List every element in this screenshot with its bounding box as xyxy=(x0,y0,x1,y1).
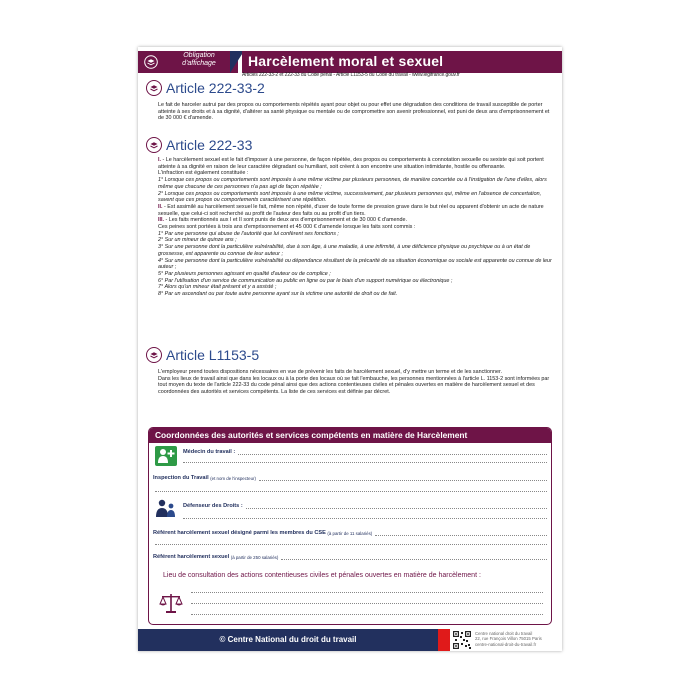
referent-cse-row[interactable]: Référent harcèlement sexuel désigné parmi les membres du CSE (à partir de 11 salariés) xyxy=(153,529,547,536)
article-2-line: 2° Lorsque ces propos ou comportements sont imposés à une même victime, successivement, par plusieurs personnes qui, même en l'absence de concertation, savent que ces propos ou comportements caractérisent une répétition. xyxy=(158,190,542,204)
article-2-line: 5° Par plusieurs personnes agissant en qualité d'auteur ou de complice ; xyxy=(158,270,331,277)
lieu-line-3[interactable] xyxy=(191,613,543,615)
obligation-label: Obligation d'affichage xyxy=(182,52,216,67)
article-2-line: 8° Par un ascendant ou par toute autre personne ayant sur la victime une autorité de droit ou de fait. xyxy=(158,291,398,298)
article-2-line: 1° Par une personne qui abuse de l'autorité que lui confèrent ses fonctions ; xyxy=(158,230,339,237)
header-bar xyxy=(138,51,562,73)
defenseur-line-2[interactable] xyxy=(183,517,547,519)
article-2-line: 3° Sur une personne dont la particulière vulnérabilité, due à son âge, à une maladie, à une infirmité, à une déficience physique ou psychique ou à un état de grossesse, est apparente ou connue de leur auteur ; xyxy=(158,244,531,257)
article-2-line: L'infraction est également constituée : xyxy=(158,170,249,177)
medecin-row[interactable]: Médecin du travail : xyxy=(183,448,547,455)
article-3-title: Article L1153-5 xyxy=(166,347,260,363)
stack-icon xyxy=(144,55,158,69)
stack-icon xyxy=(146,80,162,96)
article-3-text xyxy=(158,369,554,396)
article-2-line: 1° Lorsque ces propos ou comportements sont imposés à une même victime par plusieurs personnes, de manière concertée ou à l'instigation de l'une d'elles, alors même que chacune de ces personnes n'a pas agi de façon répétée ; xyxy=(158,177,547,190)
footer xyxy=(138,629,562,651)
contacts-title: Coordonnées des autorités et services compétents en matière de Harcèlement xyxy=(149,428,552,443)
article-2-line: 7° Alors qu'un mineur était présent et y a assisté ; xyxy=(158,284,277,291)
copyright: © Centre National du droit du travail xyxy=(219,635,357,644)
article-2-line: II. - Est assimilé au harcèlement sexuel le fait, même non répété, d'user de toute forme de pression grave dans le but réel ou apparent d'obtenir un acte de nature sexuelle, que celui-ci soit recherché au profit de l'auteur des faits ou au profit d'un tiers. xyxy=(158,203,544,217)
article-2-text xyxy=(158,157,554,298)
referent-250-row[interactable]: Référent harcèlement sexuel (à partir de 250 salariés) xyxy=(153,553,547,560)
article-1-title: Article 222-33-2 xyxy=(166,80,265,96)
article-2-line: III. - Les faits mentionnés aux I et II sont punis de deux ans d'emprisonnement et de 30 000 € d'amende. xyxy=(158,217,407,224)
poster xyxy=(138,47,562,651)
footer-accent xyxy=(438,629,450,651)
article-2-line: 2° Sur un mineur de quinze ans ; xyxy=(158,237,237,244)
article-2-line: 6° Par l'utilisation d'un service de communication au public en ligne ou par le biais d'un support numérique ou électronique ; xyxy=(158,277,453,284)
article-2-title: Article 222-33 xyxy=(166,137,253,153)
page-title: Harcèlement moral et sexuel xyxy=(248,53,444,69)
article-2-line: Ces peines sont portées à trois ans d'emprisonnement et 45 000 € d'amende lorsque les faits sont commis : xyxy=(158,224,416,231)
lieu-line-2[interactable] xyxy=(191,602,543,604)
article-2-line: 4° Sur une personne dont la particulière vulnérabilité ou dépendance résultant de la précarité de sa situation économique ou sociale est apparente ou connue de leur auteur ; xyxy=(158,257,552,271)
medecin-line-2[interactable] xyxy=(183,461,547,463)
article-3-para: L'employeur prend toutes dispositions nécessaires en vue de prévenir les faits de harcèlement sexuel, d'y mettre un terme et de les sanctionner. xyxy=(158,369,502,375)
stack-icon xyxy=(146,137,162,153)
legal-reference: Articles 222-33-2 et 222-33 du Code pénal - Article L1153-5 du Code du travail - www.legifrance.gouv.fr xyxy=(242,72,460,78)
person-icon xyxy=(155,498,177,518)
footer-address: Centre national droit du travail 22, rue François Villon 75015 Paris centre-national-droit-du-travail.fr xyxy=(475,631,542,647)
inspection-line-2[interactable] xyxy=(155,490,547,492)
inspection-row[interactable]: Inspection du Travail (et nom de l'inspecteur) xyxy=(153,474,547,481)
article-2-heading xyxy=(146,137,252,153)
article-1-text: Le fait de harceler autrui par des propos ou comportements répétés ayant pour objet ou pour effet une dégradation des conditions de travail susceptible de porter atteinte à ses droits et à sa dignité, d'altérer sa santé physique ou mentale ou de compromettre son avenir professionnel, est puni de deux ans d'emprisonnement et de 30 000 € d'amende. xyxy=(158,102,550,122)
article-3-heading xyxy=(146,347,259,363)
doctor-icon xyxy=(155,446,177,466)
scales-icon xyxy=(159,592,183,614)
qr-code-icon[interactable] xyxy=(452,630,472,650)
article-3-para: Dans les lieux de travail ainsi que dans les locaux ou à la porte des locaux où se fait l'embauche, les personnes mentionnées à l'article L. 1153-2 sont informées par tout moyen du texte de l'article 222-33 du code pénal ainsi que des actions contentieuses civiles et pénales ouvertes en matière de harcèlement sexuel et des coordonnées des autorités et services compétents. La liste de ces services est définie par décret. xyxy=(158,375,550,396)
lieu-consultation-label: Lieu de consultation des actions contentieuses civiles et pénales ouvertes en matière de harcèlement : xyxy=(163,572,481,579)
defenseur-row[interactable]: Défenseur des Droits : xyxy=(183,502,547,509)
stack-icon xyxy=(146,347,162,363)
contacts-box xyxy=(148,427,552,625)
lieu-line-1[interactable] xyxy=(191,591,543,593)
article-2-line: I. - Le harcèlement sexuel est le fait d'imposer à une personne, de façon répétée, des propos ou comportements à connotation sexuelle ou sexiste qui soit portent atteinte à sa dignité en raison de leur caractère dégradant ou humiliant, soit créent à son encontre une situation intimidante, hostile ou offensante. xyxy=(158,157,544,170)
article-1-heading xyxy=(146,80,265,96)
referent-cse-line-2[interactable] xyxy=(155,543,547,545)
